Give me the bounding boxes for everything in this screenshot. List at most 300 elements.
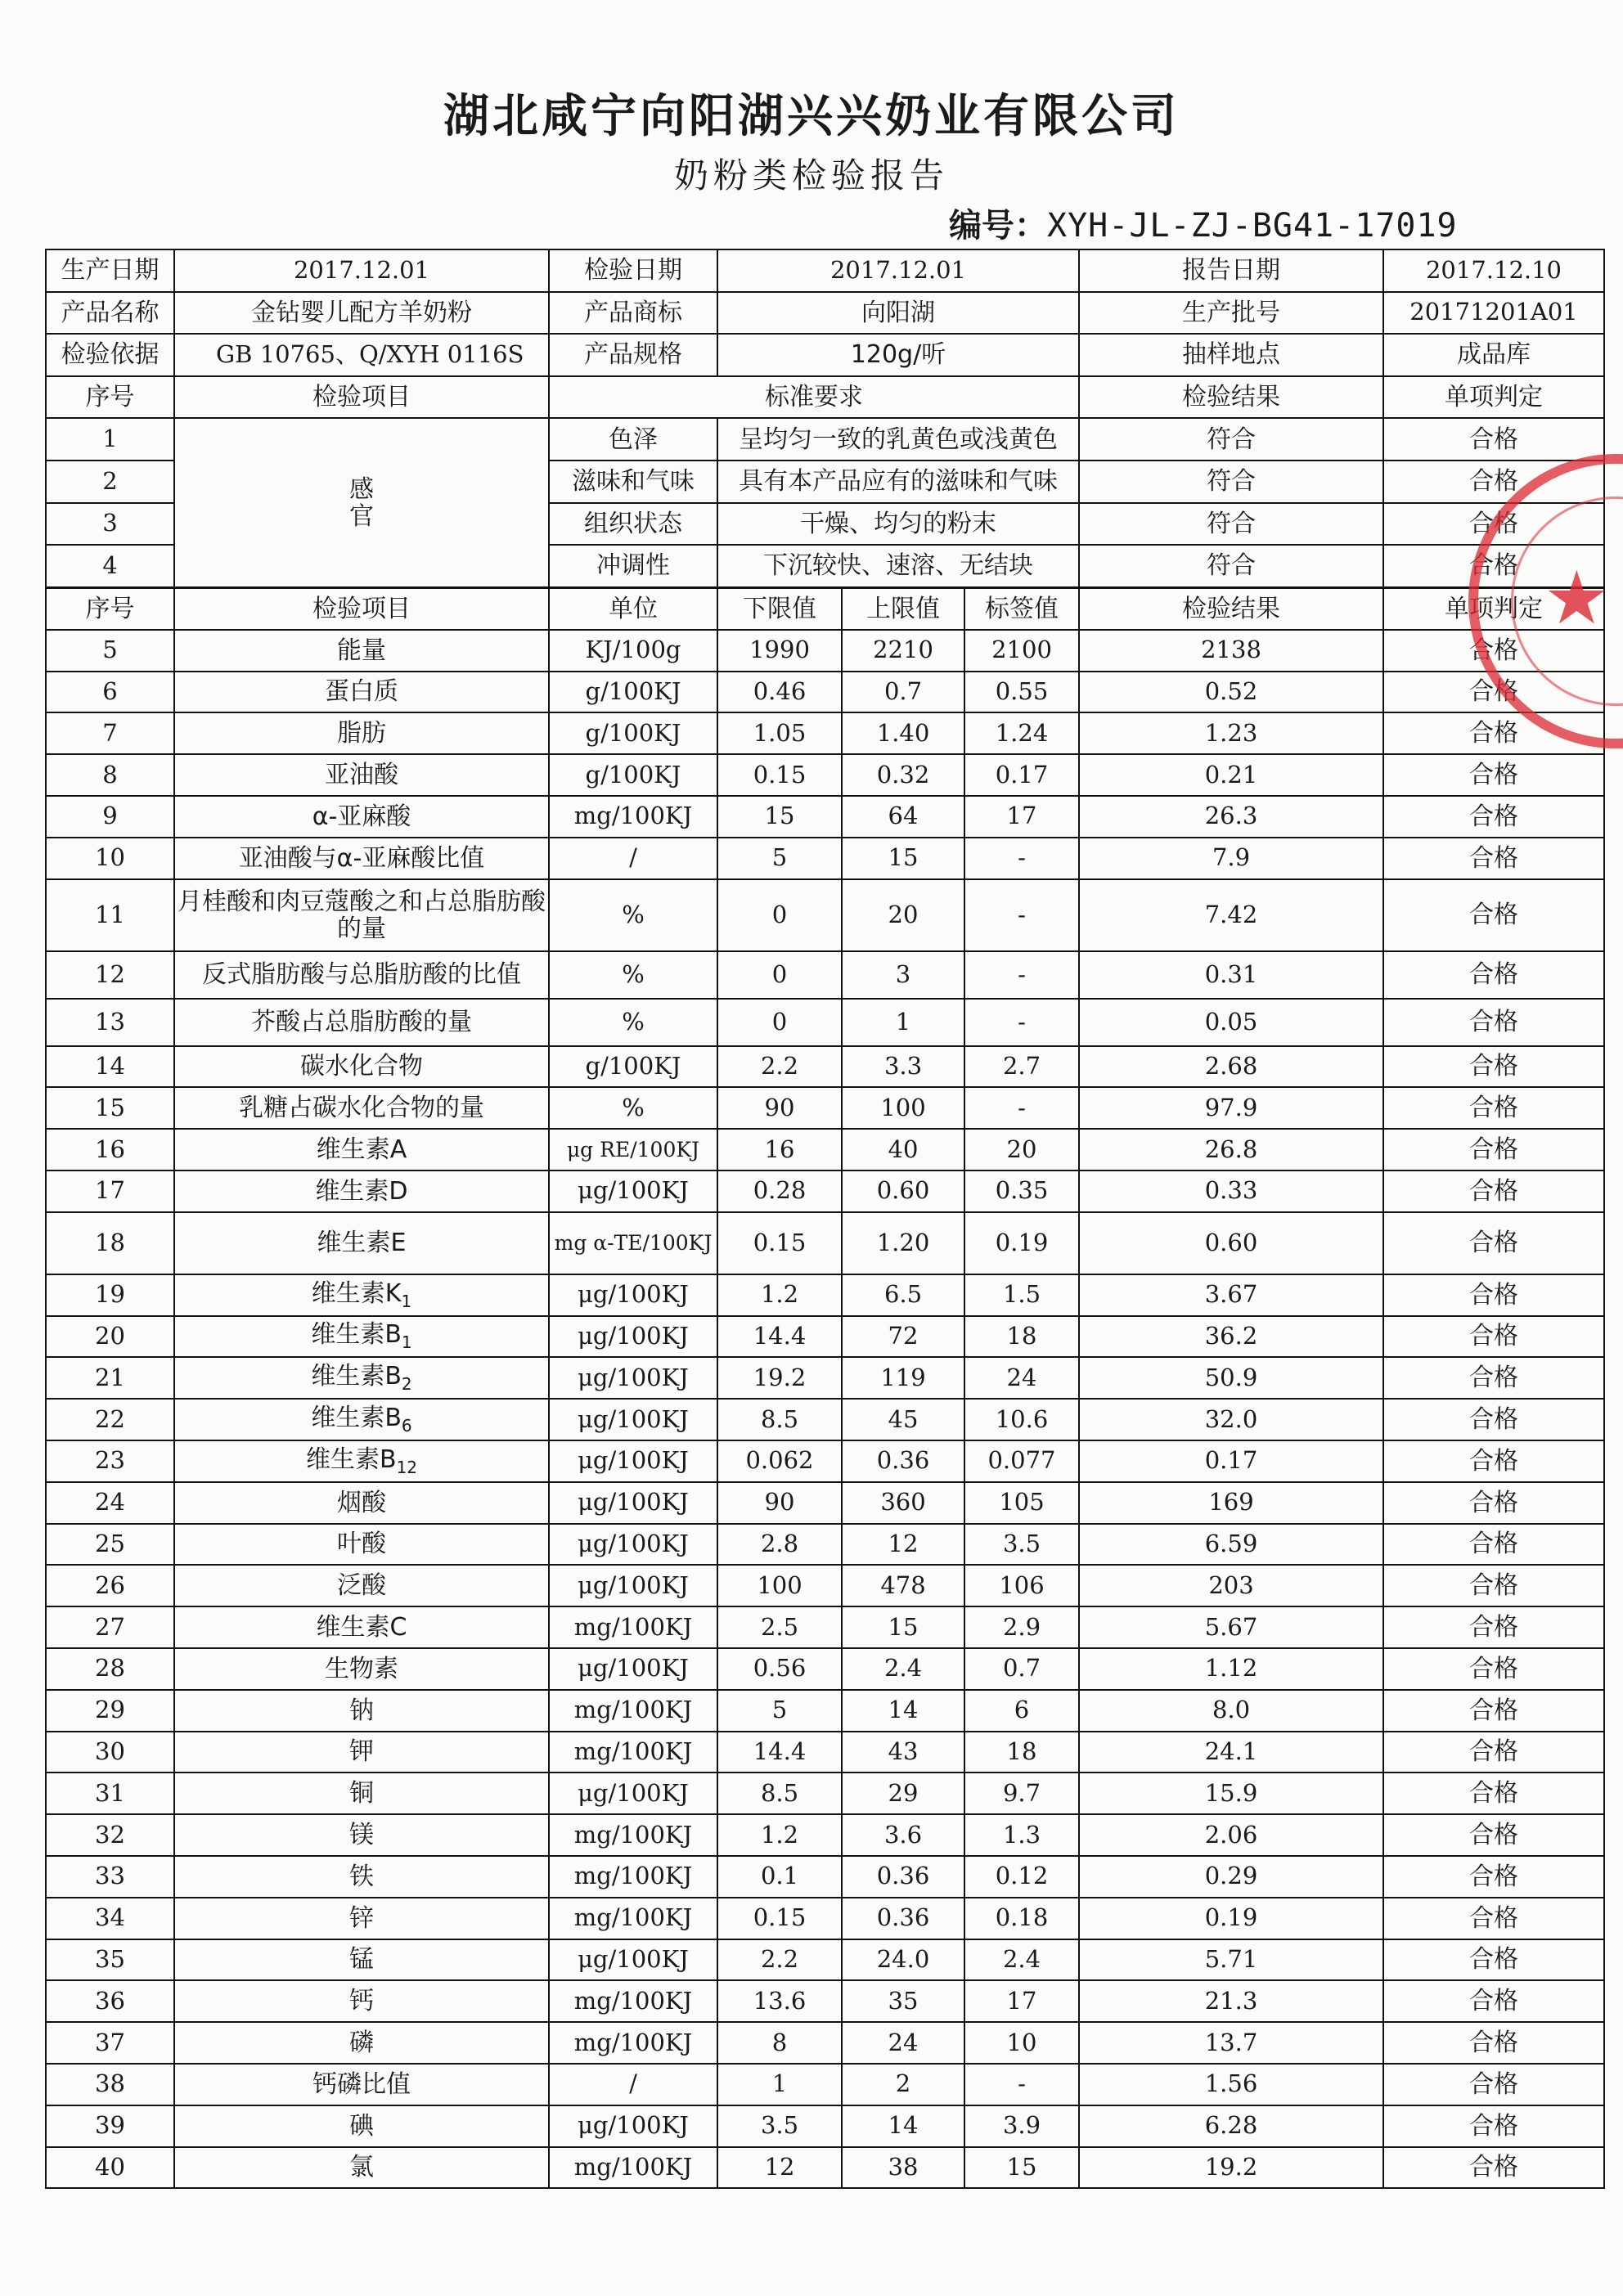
info-row — [46, 334, 1604, 376]
label-value: 2.7 — [964, 1046, 1079, 1088]
test-item: 铜 — [174, 1773, 549, 1814]
test-item-name: 维生素B — [311, 1362, 402, 1391]
row-number: 20 — [46, 1316, 174, 1358]
row-number: 34 — [46, 1898, 174, 1939]
upper-limit: 360 — [842, 1482, 964, 1524]
col-header: 检验结果 — [1079, 588, 1383, 630]
unit: g/100KJ — [549, 1046, 717, 1088]
judgement: 合格 — [1383, 2064, 1604, 2105]
unit: KJ/100g — [549, 630, 717, 672]
judgement: 合格 — [1383, 1732, 1604, 1773]
table-row — [46, 1856, 1604, 1898]
info-label: 产品商标 — [549, 292, 717, 335]
test-item: 月桂酸和肉豆蔻酸之和占总脂肪酸的量 — [174, 879, 549, 951]
test-item: 氯 — [174, 2147, 549, 2189]
test-item: 脂肪 — [174, 712, 549, 754]
test-result: 13.7 — [1079, 2022, 1383, 2064]
table-row — [46, 999, 1604, 1046]
label-value: 17 — [964, 1980, 1079, 2022]
test-item — [174, 1274, 549, 1316]
upper-limit: 3 — [842, 951, 964, 999]
row-number: 12 — [46, 951, 174, 999]
test-item — [174, 1399, 549, 1440]
sensory-requirement: 呈均匀一致的乳黄色或浅黄色 — [717, 418, 1079, 461]
label-value: 1.24 — [964, 712, 1079, 754]
table-row — [46, 1565, 1604, 1606]
table-row — [46, 1939, 1604, 1981]
unit: μg/100KJ — [549, 1357, 717, 1399]
upper-limit: 24 — [842, 2022, 964, 2064]
label-value: 15 — [964, 2147, 1079, 2189]
judgement: 合格 — [1383, 2147, 1604, 2189]
table-row — [46, 796, 1604, 838]
lower-limit: 1 — [717, 2064, 842, 2105]
test-result: 26.8 — [1079, 1129, 1383, 1170]
table-row — [46, 1357, 1604, 1399]
test-result: 2138 — [1079, 630, 1383, 672]
judgement: 合格 — [1383, 1565, 1604, 1606]
test-result: 7.42 — [1079, 879, 1383, 951]
test-item: 生物素 — [174, 1648, 549, 1690]
judgement: 合格 — [1383, 1440, 1604, 1482]
document-number-value: XYH-JL-ZJ-BG41-17019 — [1047, 207, 1458, 245]
test-item: 钙 — [174, 1980, 549, 2022]
judgement: 合格 — [1383, 1274, 1604, 1316]
test-result: 符合 — [1079, 503, 1383, 546]
lower-limit: 0.46 — [717, 672, 842, 713]
label-value: 2.4 — [964, 1939, 1079, 1981]
lower-limit: 8.5 — [717, 1399, 842, 1440]
table-row — [46, 1482, 1604, 1524]
row-number: 35 — [46, 1939, 174, 1981]
test-result: 符合 — [1079, 461, 1383, 503]
table-row — [46, 1399, 1604, 1440]
upper-limit: 38 — [842, 2147, 964, 2189]
lower-limit: 13.6 — [717, 1980, 842, 2022]
unit: mg/100KJ — [549, 2022, 717, 2064]
table-row — [46, 630, 1604, 672]
test-item-name: 维生素B — [311, 1404, 402, 1433]
test-item: 芥酸占总脂肪酸的量 — [174, 999, 549, 1046]
test-result: 0.05 — [1079, 999, 1383, 1046]
sensory-group-char: 感 — [349, 474, 374, 504]
row-number: 9 — [46, 796, 174, 838]
sensory-item: 色泽 — [549, 418, 717, 461]
lower-limit: 8 — [717, 2022, 842, 2064]
nutrient-rows — [46, 630, 1604, 2189]
col-header: 标准要求 — [549, 376, 1079, 419]
row-number: 37 — [46, 2022, 174, 2064]
col-header: 序号 — [46, 588, 174, 630]
test-item: 磷 — [174, 2022, 549, 2064]
test-result: 1.56 — [1079, 2064, 1383, 2105]
judgement: 合格 — [1383, 545, 1604, 587]
test-item-subscript: 6 — [401, 1416, 412, 1436]
unit: μg/100KJ — [549, 1939, 717, 1981]
table-row — [46, 2147, 1604, 2189]
label-value: - — [964, 838, 1079, 879]
table-row — [46, 1732, 1604, 1773]
test-item: 碘 — [174, 2105, 549, 2147]
unit: / — [549, 2064, 717, 2105]
row-number: 25 — [46, 1524, 174, 1566]
lower-limit: 2.5 — [717, 1606, 842, 1648]
table-row — [46, 1274, 1604, 1316]
lower-limit: 1.05 — [717, 712, 842, 754]
test-result: 2.06 — [1079, 1814, 1383, 1856]
lower-limit: 0.062 — [717, 1440, 842, 1482]
label-value: - — [964, 1087, 1079, 1129]
upper-limit: 0.36 — [842, 1856, 964, 1898]
sensory-requirement: 下沉较快、速溶、无结块 — [717, 545, 1079, 587]
table-row — [46, 672, 1604, 713]
label-value: 0.12 — [964, 1856, 1079, 1898]
lower-limit: 1.2 — [717, 1274, 842, 1316]
upper-limit: 35 — [842, 1980, 964, 2022]
row-number: 7 — [46, 712, 174, 754]
table-row — [46, 754, 1604, 796]
test-item: 泛酸 — [174, 1565, 549, 1606]
judgement: 合格 — [1383, 879, 1604, 951]
table-row — [46, 1316, 1604, 1358]
label-value: 1.3 — [964, 1814, 1079, 1856]
unit: % — [549, 999, 717, 1046]
lower-limit: 0.15 — [717, 1898, 842, 1939]
lower-limit: 0.15 — [717, 1212, 842, 1274]
judgement: 合格 — [1383, 1773, 1604, 1814]
label-value: 1.5 — [964, 1274, 1079, 1316]
lower-limit: 90 — [717, 1482, 842, 1524]
test-result: 1.23 — [1079, 712, 1383, 754]
label-value: 18 — [964, 1316, 1079, 1358]
lower-limit: 1.2 — [717, 1814, 842, 1856]
info-value: 成品库 — [1383, 334, 1604, 376]
judgement: 合格 — [1383, 1087, 1604, 1129]
row-number: 10 — [46, 838, 174, 879]
judgement: 合格 — [1383, 2105, 1604, 2147]
table-row — [46, 1087, 1604, 1129]
report-title: 奶粉类检验报告 — [673, 155, 949, 195]
unit: mg α-TE/100KJ — [549, 1212, 717, 1274]
upper-limit: 40 — [842, 1129, 964, 1170]
upper-limit: 0.36 — [842, 1898, 964, 1939]
row-number: 17 — [46, 1170, 174, 1212]
table-row — [46, 879, 1604, 951]
unit: mg/100KJ — [549, 1732, 717, 1773]
judgement: 合格 — [1383, 754, 1604, 796]
upper-limit: 0.32 — [842, 754, 964, 796]
row-number: 3 — [46, 503, 174, 546]
judgement: 合格 — [1383, 2022, 1604, 2064]
table-row — [46, 1898, 1604, 1939]
info-row — [46, 292, 1604, 335]
label-value: 106 — [964, 1565, 1079, 1606]
upper-limit: 3.3 — [842, 1046, 964, 1088]
nutrient-header-row — [46, 588, 1604, 630]
table-row — [46, 1648, 1604, 1690]
unit: / — [549, 838, 717, 879]
company-name: 湖北咸宁向阳湖兴兴奶业有限公司 — [443, 90, 1180, 143]
info-value: 120g/听 — [717, 334, 1079, 376]
upper-limit: 24.0 — [842, 1939, 964, 1981]
lower-limit: 5 — [717, 838, 842, 879]
judgement: 合格 — [1383, 1690, 1604, 1732]
lower-limit: 2.2 — [717, 1939, 842, 1981]
unit: mg/100KJ — [549, 1814, 717, 1856]
test-item: 钙磷比值 — [174, 2064, 549, 2105]
unit: μg/100KJ — [549, 1648, 717, 1690]
judgement: 合格 — [1383, 418, 1604, 461]
unit: mg/100KJ — [549, 1980, 717, 2022]
document-number — [949, 200, 1458, 246]
label-value: - — [964, 999, 1079, 1046]
unit: μg/100KJ — [549, 1482, 717, 1524]
judgement: 合格 — [1383, 951, 1604, 999]
table-row — [46, 1690, 1604, 1732]
test-result: 0.52 — [1079, 672, 1383, 713]
label-value: 3.5 — [964, 1524, 1079, 1566]
test-item: 亚油酸 — [174, 754, 549, 796]
test-result: 3.67 — [1079, 1274, 1383, 1316]
table-row — [46, 1814, 1604, 1856]
test-result: 2.68 — [1079, 1046, 1383, 1088]
test-item: 铁 — [174, 1856, 549, 1898]
judgement: 合格 — [1383, 1170, 1604, 1212]
judgement: 合格 — [1383, 796, 1604, 838]
test-result: 5.67 — [1079, 1606, 1383, 1648]
upper-limit: 72 — [842, 1316, 964, 1358]
nutrient-table — [45, 587, 1605, 2189]
table-row — [46, 1606, 1604, 1648]
row-number: 23 — [46, 1440, 174, 1482]
info-value: 向阳湖 — [717, 292, 1079, 335]
lower-limit: 90 — [717, 1087, 842, 1129]
test-result: 6.28 — [1079, 2105, 1383, 2147]
row-number: 18 — [46, 1212, 174, 1274]
table-row — [46, 1773, 1604, 1814]
row-number: 40 — [46, 2147, 174, 2189]
test-result: 0.17 — [1079, 1440, 1383, 1482]
unit: μg/100KJ — [549, 1524, 717, 1566]
label-value: 0.55 — [964, 672, 1079, 713]
row-number: 8 — [46, 754, 174, 796]
table-row — [46, 418, 1604, 461]
lower-limit: 0.1 — [717, 1856, 842, 1898]
info-value: 2017.12.01 — [174, 249, 549, 292]
label-value: 6 — [964, 1690, 1079, 1732]
row-number: 26 — [46, 1565, 174, 1606]
col-header: 检验结果 — [1079, 376, 1383, 419]
lower-limit: 1990 — [717, 630, 842, 672]
judgement: 合格 — [1383, 1129, 1604, 1170]
info-sensory-table — [45, 249, 1605, 588]
row-number: 21 — [46, 1357, 174, 1399]
upper-limit: 20 — [842, 879, 964, 951]
col-header: 下限值 — [717, 588, 842, 630]
judgement: 合格 — [1383, 838, 1604, 879]
row-number: 15 — [46, 1087, 174, 1129]
unit: % — [549, 879, 717, 951]
judgement: 合格 — [1383, 1814, 1604, 1856]
label-value: 0.17 — [964, 754, 1079, 796]
test-result: 15.9 — [1079, 1773, 1383, 1814]
lower-limit: 0.15 — [717, 754, 842, 796]
upper-limit: 15 — [842, 838, 964, 879]
row-number: 5 — [46, 630, 174, 672]
table-row — [46, 1212, 1604, 1274]
lower-limit: 12 — [717, 2147, 842, 2189]
label-value: 10 — [964, 2022, 1079, 2064]
judgement: 合格 — [1383, 1316, 1604, 1358]
test-result: 0.21 — [1079, 754, 1383, 796]
label-value: 10.6 — [964, 1399, 1079, 1440]
test-result: 6.59 — [1079, 1524, 1383, 1566]
test-item: 维生素E — [174, 1212, 549, 1274]
test-result: 32.0 — [1079, 1399, 1383, 1440]
row-number: 6 — [46, 672, 174, 713]
judgement: 合格 — [1383, 1939, 1604, 1981]
upper-limit: 14 — [842, 2105, 964, 2147]
upper-limit: 2 — [842, 2064, 964, 2105]
table-row — [46, 2022, 1604, 2064]
test-item: 维生素D — [174, 1170, 549, 1212]
test-result: 5.71 — [1079, 1939, 1383, 1981]
test-item: 镁 — [174, 1814, 549, 1856]
lower-limit: 15 — [717, 796, 842, 838]
table-row — [46, 712, 1604, 754]
judgement: 合格 — [1383, 1856, 1604, 1898]
test-result: 21.3 — [1079, 1980, 1383, 2022]
judgement: 合格 — [1383, 1357, 1604, 1399]
test-item: 乳糖占碳水化合物的量 — [174, 1087, 549, 1129]
label-value: 0.18 — [964, 1898, 1079, 1939]
sensory-group-label — [174, 418, 549, 586]
judgement: 合格 — [1383, 1898, 1604, 1939]
label-value: 20 — [964, 1129, 1079, 1170]
info-label: 生产批号 — [1079, 292, 1383, 335]
row-number: 32 — [46, 1814, 174, 1856]
judgement: 合格 — [1383, 1482, 1604, 1524]
judgement: 合格 — [1383, 1399, 1604, 1440]
upper-limit: 1 — [842, 999, 964, 1046]
judgement: 合格 — [1383, 999, 1604, 1046]
label-value: - — [964, 2064, 1079, 2105]
upper-limit: 15 — [842, 1606, 964, 1648]
table-row — [46, 951, 1604, 999]
row-number: 1 — [46, 418, 174, 461]
test-result: 36.2 — [1079, 1316, 1383, 1358]
upper-limit: 0.7 — [842, 672, 964, 713]
test-item: 叶酸 — [174, 1524, 549, 1566]
upper-limit: 43 — [842, 1732, 964, 1773]
judgement: 合格 — [1383, 672, 1604, 713]
info-value: 2017.12.01 — [717, 249, 1079, 292]
sensory-requirement: 干燥、均匀的粉末 — [717, 503, 1079, 546]
row-number: 11 — [46, 879, 174, 951]
sensory-item: 冲调性 — [549, 545, 717, 587]
sensory-item: 滋味和气味 — [549, 461, 717, 503]
test-result: 19.2 — [1079, 2147, 1383, 2189]
lower-limit: 3.5 — [717, 2105, 842, 2147]
unit: mg/100KJ — [549, 1856, 717, 1898]
col-header: 上限值 — [842, 588, 964, 630]
lower-limit: 14.4 — [717, 1732, 842, 1773]
test-item: 能量 — [174, 630, 549, 672]
lower-limit: 2.2 — [717, 1046, 842, 1088]
judgement: 合格 — [1383, 461, 1604, 503]
test-result: 符合 — [1079, 545, 1383, 587]
test-result: 24.1 — [1079, 1732, 1383, 1773]
test-result: 0.31 — [1079, 951, 1383, 999]
unit: mg/100KJ — [549, 2147, 717, 2189]
table-row — [46, 1129, 1604, 1170]
upper-limit: 45 — [842, 1399, 964, 1440]
label-value: 24 — [964, 1357, 1079, 1399]
label-value: 0.19 — [964, 1212, 1079, 1274]
test-item: 亚油酸与α-亚麻酸比值 — [174, 838, 549, 879]
test-result: 97.9 — [1079, 1087, 1383, 1129]
test-result: 50.9 — [1079, 1357, 1383, 1399]
test-item: 钠 — [174, 1690, 549, 1732]
test-result: 26.3 — [1079, 796, 1383, 838]
info-label: 产品名称 — [46, 292, 174, 335]
table-row — [46, 1980, 1604, 2022]
label-value: 2100 — [964, 630, 1079, 672]
table-row — [46, 2105, 1604, 2147]
document-number-label: 编号： — [949, 207, 1047, 245]
test-result: 符合 — [1079, 418, 1383, 461]
test-item: α-亚麻酸 — [174, 796, 549, 838]
test-result: 0.19 — [1079, 1898, 1383, 1939]
row-number: 28 — [46, 1648, 174, 1690]
sensory-header-row — [46, 376, 1604, 419]
info-value: 2017.12.10 — [1383, 249, 1604, 292]
seal-star-icon: ★ — [1544, 555, 1610, 641]
test-result: 8.0 — [1079, 1690, 1383, 1732]
judgement: 合格 — [1383, 503, 1604, 546]
label-value: 18 — [964, 1732, 1079, 1773]
upper-limit: 64 — [842, 796, 964, 838]
test-item: 维生素A — [174, 1129, 549, 1170]
judgement: 合格 — [1383, 1524, 1604, 1566]
label-value: 17 — [964, 796, 1079, 838]
test-item: 反式脂肪酸与总脂肪酸的比值 — [174, 951, 549, 999]
lower-limit: 100 — [717, 1565, 842, 1606]
test-item — [174, 1357, 549, 1399]
table-row — [46, 1524, 1604, 1566]
test-item-name: 维生素B — [311, 1320, 402, 1350]
row-number: 36 — [46, 1980, 174, 2022]
upper-limit: 2210 — [842, 630, 964, 672]
upper-limit: 2.4 — [842, 1648, 964, 1690]
sensory-item: 组织状态 — [549, 503, 717, 546]
test-item-name: 维生素K — [311, 1278, 402, 1308]
judgement: 合格 — [1383, 1648, 1604, 1690]
row-number: 30 — [46, 1732, 174, 1773]
table-row — [46, 1046, 1604, 1088]
test-result: 0.29 — [1079, 1856, 1383, 1898]
judgement: 合格 — [1383, 1212, 1604, 1274]
label-value: - — [964, 951, 1079, 999]
lower-limit: 14.4 — [717, 1316, 842, 1358]
judgement: 合格 — [1383, 1606, 1604, 1648]
upper-limit: 478 — [842, 1565, 964, 1606]
info-value: GB 10765、Q/XYH 0116S — [174, 334, 549, 376]
test-item: 维生素C — [174, 1606, 549, 1648]
unit: % — [549, 951, 717, 999]
label-value: 0.35 — [964, 1170, 1079, 1212]
test-item-subscript: 1 — [401, 1332, 412, 1353]
